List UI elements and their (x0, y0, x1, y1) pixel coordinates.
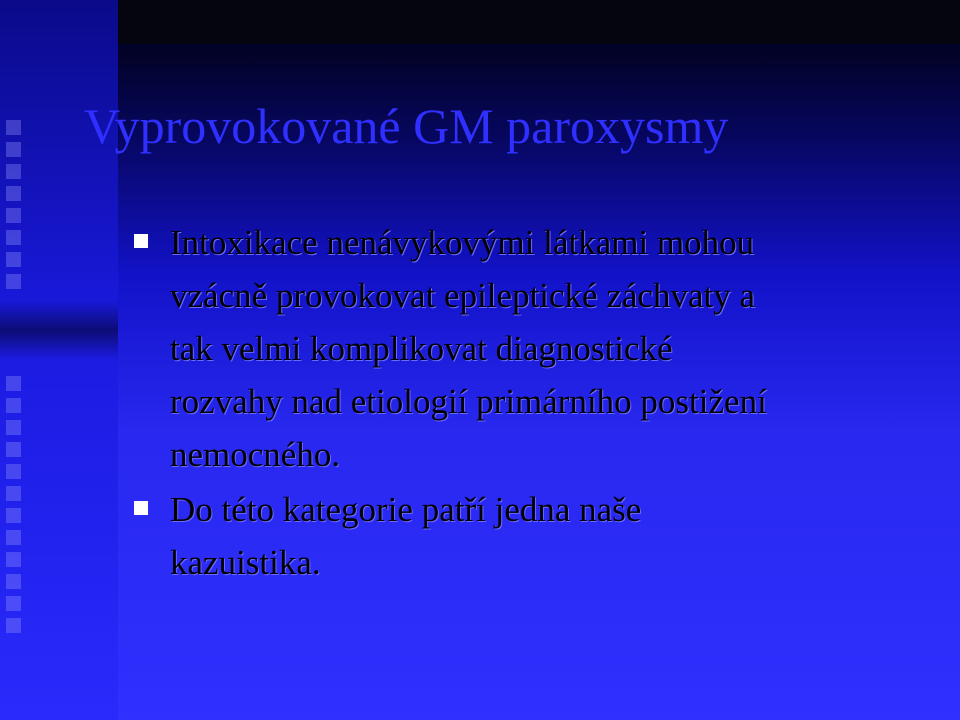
decorative-square (6, 464, 21, 479)
bullet-line: Intoxikace nenávykovými látkami mohou (170, 223, 755, 262)
top-dark-strip (118, 0, 960, 44)
slide-title: Vyprovokované GM paroxysmy (84, 98, 729, 154)
bullet-line: vzácně provokovat epileptické záchvaty a (170, 276, 755, 315)
decorative-square (6, 376, 21, 391)
bullet-list (130, 216, 930, 589)
decorative-square (6, 574, 21, 589)
decorative-square (6, 208, 21, 223)
square-bullet-icon (134, 501, 148, 515)
decorative-square (6, 618, 21, 633)
decorative-square (6, 230, 21, 245)
decorative-square (6, 164, 21, 179)
decorative-square (6, 530, 21, 545)
bullet-item (130, 216, 930, 481)
decorative-square (6, 120, 21, 135)
bullet-line: kazuistika. (170, 543, 321, 582)
decorative-square (6, 142, 21, 157)
decorative-square (6, 252, 21, 267)
decorative-square (6, 552, 21, 567)
decorative-square (6, 596, 21, 611)
decorative-square (6, 398, 21, 413)
decorative-square (6, 508, 21, 523)
bullet-line: Do této kategorie patří jedna naše (170, 490, 642, 529)
bullet-line: rozvahy nad etiologií primárního postižení (170, 382, 767, 421)
decorative-square (6, 442, 21, 457)
decorative-squares-column (6, 0, 30, 720)
square-bullet-icon (134, 234, 148, 248)
decorative-square (6, 274, 21, 289)
bullet-line: tak velmi komplikovat diagnostické (170, 329, 673, 368)
bullet-line: nemocného. (170, 435, 341, 474)
decorative-square (6, 420, 21, 435)
bullet-item (130, 483, 930, 589)
decorative-square (6, 486, 21, 501)
decorative-square (6, 186, 21, 201)
top-strip-fade (118, 44, 960, 68)
